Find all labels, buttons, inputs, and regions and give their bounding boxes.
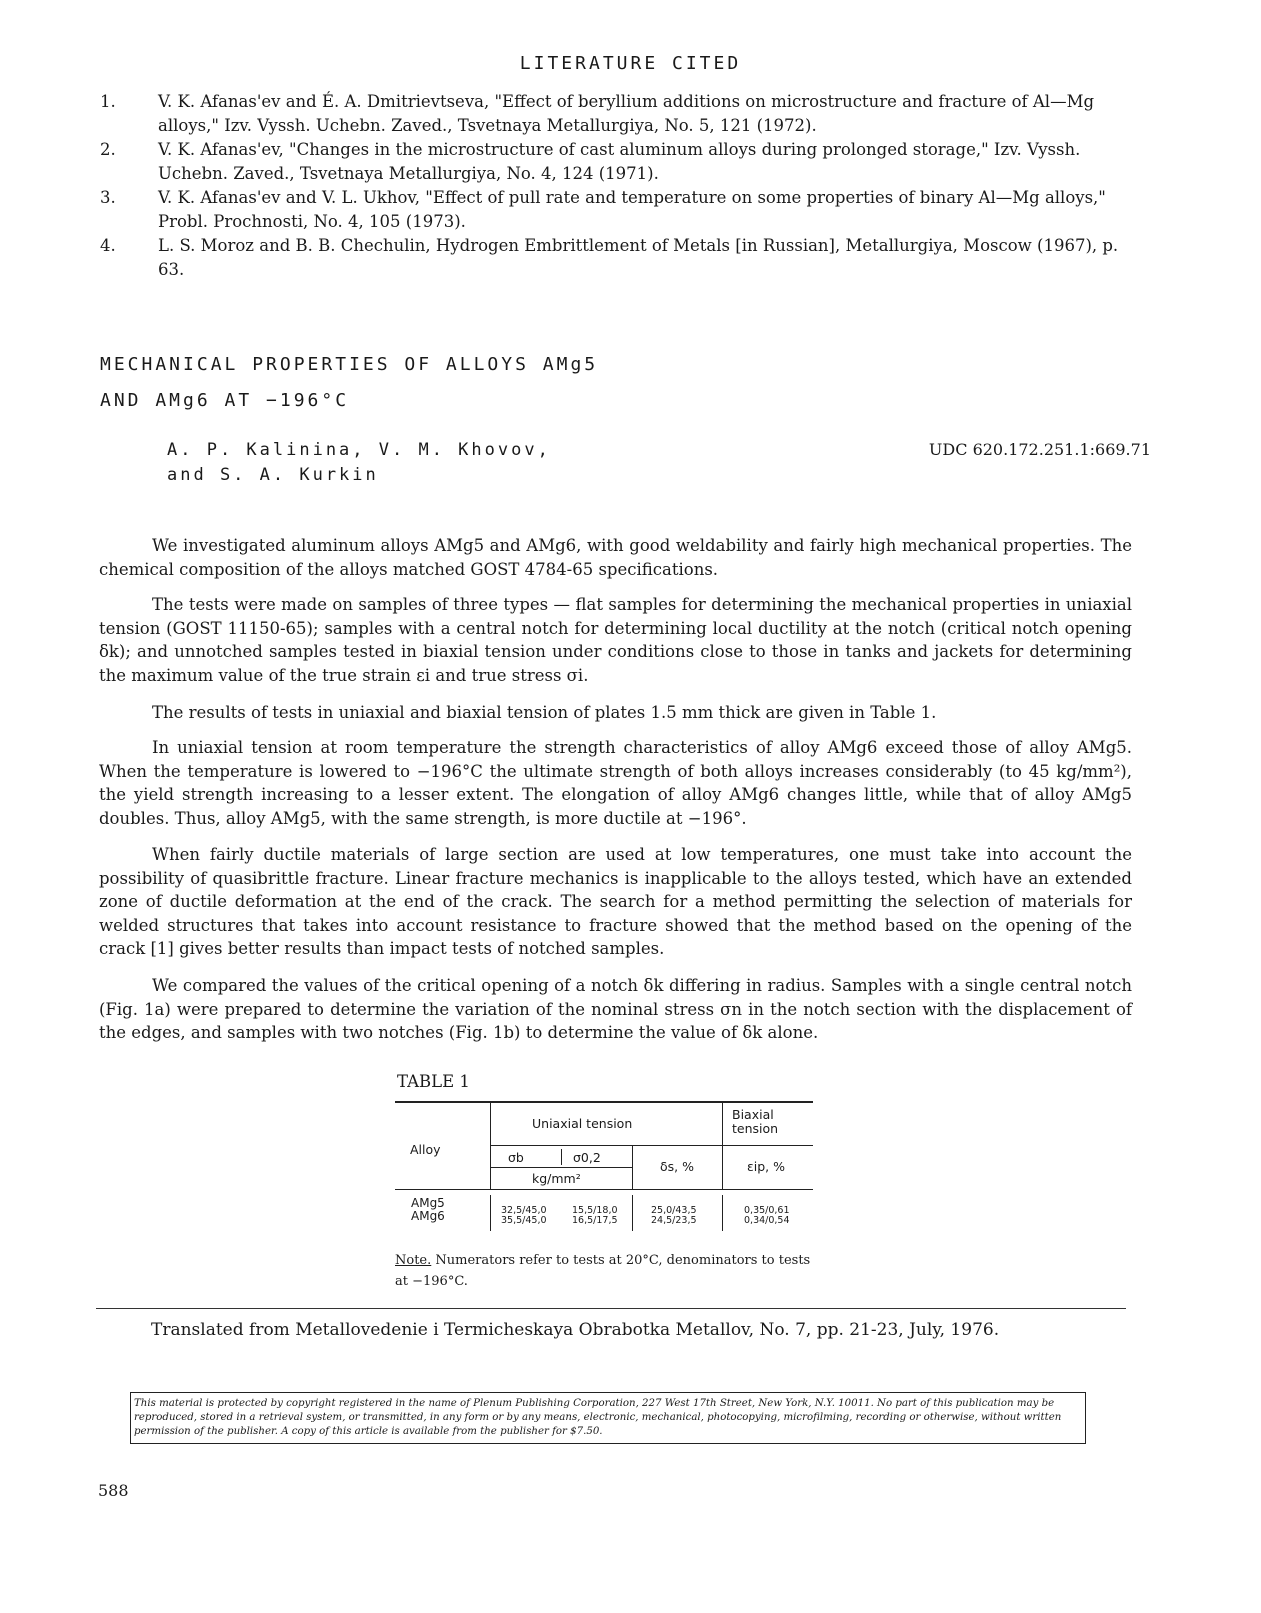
table-cell: 35,5/45,0 — [501, 1215, 547, 1226]
reference-text: V. K. Afanas'ev, "Changes in the microstructure of cast aluminum alloys during prolonged storage," Izv. Vyssh. Uchebn. Zaved., Tsvetnaya Metallurgiya, No. 4, 124 (1971). — [158, 140, 1081, 183]
table-cell: 32,5/45,0 — [501, 1205, 547, 1216]
reference-number: 1. — [100, 92, 116, 111]
table-cell: 24,5/23,5 — [651, 1215, 697, 1226]
alloy-cell: AMg5 — [411, 1196, 445, 1210]
header-biaxial: Biaxial tension — [732, 1107, 779, 1136]
authors-line2: and S. A. Kurkin — [167, 465, 379, 485]
reference-item — [100, 234, 1130, 282]
header-uniaxial: Uniaxial tension — [532, 1116, 633, 1131]
authors-line1: A. P. Kalinina, V. M. Khovov, — [167, 440, 551, 460]
reference-number: 2. — [100, 140, 116, 159]
reference-text: V. K. Afanas'ev and V. L. Ukhov, "Effect of pull rate and temperature on some properties of binary Al—Mg alloys," Probl. Prochnosti, No. 4, 105 (1973). — [158, 188, 1106, 231]
table-cell: 16,5/17,5 — [572, 1215, 618, 1226]
table-cell: 0,35/0,61 — [744, 1205, 790, 1216]
table-title: TABLE 1 — [397, 1072, 470, 1091]
body-paragraph: We compared the values of the critical opening of a notch δk differing in radius. Samples with a single central notch (Fig. 1a) were prepared to determine the variation of the nominal stress σn in the notch section with the displacement of the edges, and samples with two notches (Fig. 1b) to determine the value of δk alone. — [99, 976, 1132, 1042]
article-title-line2: AND AMg6 AT −196°C — [100, 390, 350, 411]
note-label: Note. — [395, 1253, 432, 1268]
body-paragraph: In uniaxial tension at room temperature the strength characteristics of alloy AMg6 exceed those of alloy AMg5. When the temperature is lowered to −196°C the ultimate strength of both alloys increases considerably (to 45 kg/mm²), the yield strength increasing to a lesser extent. The elongation of alloy AMg6 changes little, while that of alloy AMg5 doubles. Thus, alloy AMg5, with the same strength, is more ductile at −196°. — [99, 738, 1132, 828]
table-rule — [722, 1103, 723, 1189]
literature-cited-heading: LITERATURE CITED — [519, 53, 742, 74]
header-units: kg/mm² — [532, 1171, 581, 1186]
body-paragraph: We investigated aluminum alloys AMg5 and AMg6, with good weldability and fairly high mechanical properties. The chemical composition of the alloys matched GOST 4784-65 specifications. — [99, 536, 1132, 579]
article-title-line1: MECHANICAL PROPERTIES OF ALLOYS AMg5 — [100, 354, 599, 375]
reference-number: 3. — [100, 188, 116, 207]
header-eps: εip, % — [747, 1159, 785, 1174]
reference-item — [100, 138, 1130, 186]
alloy-cell: AMg6 — [411, 1209, 445, 1223]
reference-item — [100, 90, 1130, 138]
author-list — [167, 438, 551, 488]
table-rule — [632, 1145, 633, 1189]
table-rule — [490, 1195, 491, 1231]
table-cell: 25,0/43,5 — [651, 1205, 697, 1216]
reference-text: V. K. Afanas'ev and É. A. Dmitrievtseva, "Effect of beryllium additions on microstructure and fracture of Al—Mg alloys," Izv. Vyssh. Uchebn. Zaved., Tsvetnaya Metallurgiya, No. 5, 121 (1972). — [158, 92, 1095, 135]
data-table — [395, 1101, 813, 1251]
reference-text: L. S. Moroz and B. B. Chechulin, Hydrogen Embrittlement of Metals [in Russian], Metallurgiya, Moscow (1967), p. 63. — [158, 236, 1119, 279]
table-rule — [632, 1195, 633, 1231]
note-text: Numerators refer to tests at 20°C, denominators to tests at −196°C. — [395, 1253, 811, 1289]
table-rule — [722, 1195, 723, 1231]
header-alloy: Alloy — [410, 1142, 441, 1157]
footer-rule — [96, 1308, 1126, 1309]
translation-source: Translated from Metallovedenie i Termicheskaya Obrabotka Metallov, No. 7, pp. 21-23, July, 1976. — [151, 1320, 1000, 1340]
table-cell: 15,5/18,0 — [572, 1205, 618, 1216]
header-sigma-02: σ0,2 — [573, 1150, 601, 1165]
reference-item — [100, 186, 1130, 234]
table-rule — [561, 1149, 562, 1165]
table-rule — [395, 1189, 813, 1190]
table-rule — [490, 1167, 632, 1168]
table-cell: 0,34/0,54 — [744, 1215, 790, 1226]
table-rule — [490, 1103, 491, 1189]
page-number: 588 — [98, 1481, 129, 1500]
reference-number: 4. — [100, 236, 116, 255]
table-rule — [395, 1101, 813, 1103]
copyright-notice: This material is protected by copyright registered in the name of Plenum Publishing Corporation, 227 West 17th Street, New York, N.Y. 10011. No part of this publication may be reproduced, stored in a retrieval system, or transmitted, in any form or by any means, electronic, mechanical, photocopying, microfilming, recording or otherwise, without written permission of the publisher. A copy of this article is available from the publisher for $7.50. — [130, 1392, 1086, 1444]
table-note — [395, 1250, 815, 1292]
header-delta: δs, % — [660, 1159, 694, 1174]
body-paragraph: The results of tests in uniaxial and biaxial tension of plates 1.5 mm thick are given in Table 1. — [152, 703, 937, 722]
table-rule — [490, 1145, 813, 1146]
body-paragraph: The tests were made on samples of three types — flat samples for determining the mechanical properties in uniaxial tension (GOST 11150-65); samples with a central notch for determining local ductility at the notch (critical notch opening δk); and unnotched samples tested in biaxial tension under conditions close to those in tanks and jackets for determining the maximum value of the true strain εi and true stress σi. — [99, 595, 1132, 685]
body-paragraph: When fairly ductile materials of large section are used at low temperatures, one must take into account the possibility of quasibrittle fracture. Linear fracture mechanics is inapplicable to the alloys tested, which have an extended zone of ductile deformation at the end of the crack. The search for a method permitting the selection of materials for welded structures that takes into account resistance to fracture showed that the method based on the opening of the crack [1] gives better results than impact tests of notched samples. — [99, 845, 1132, 958]
udc-code: UDC 620.172.251.1:669.71 — [928, 440, 1151, 459]
header-sigma-b: σb — [508, 1150, 524, 1165]
